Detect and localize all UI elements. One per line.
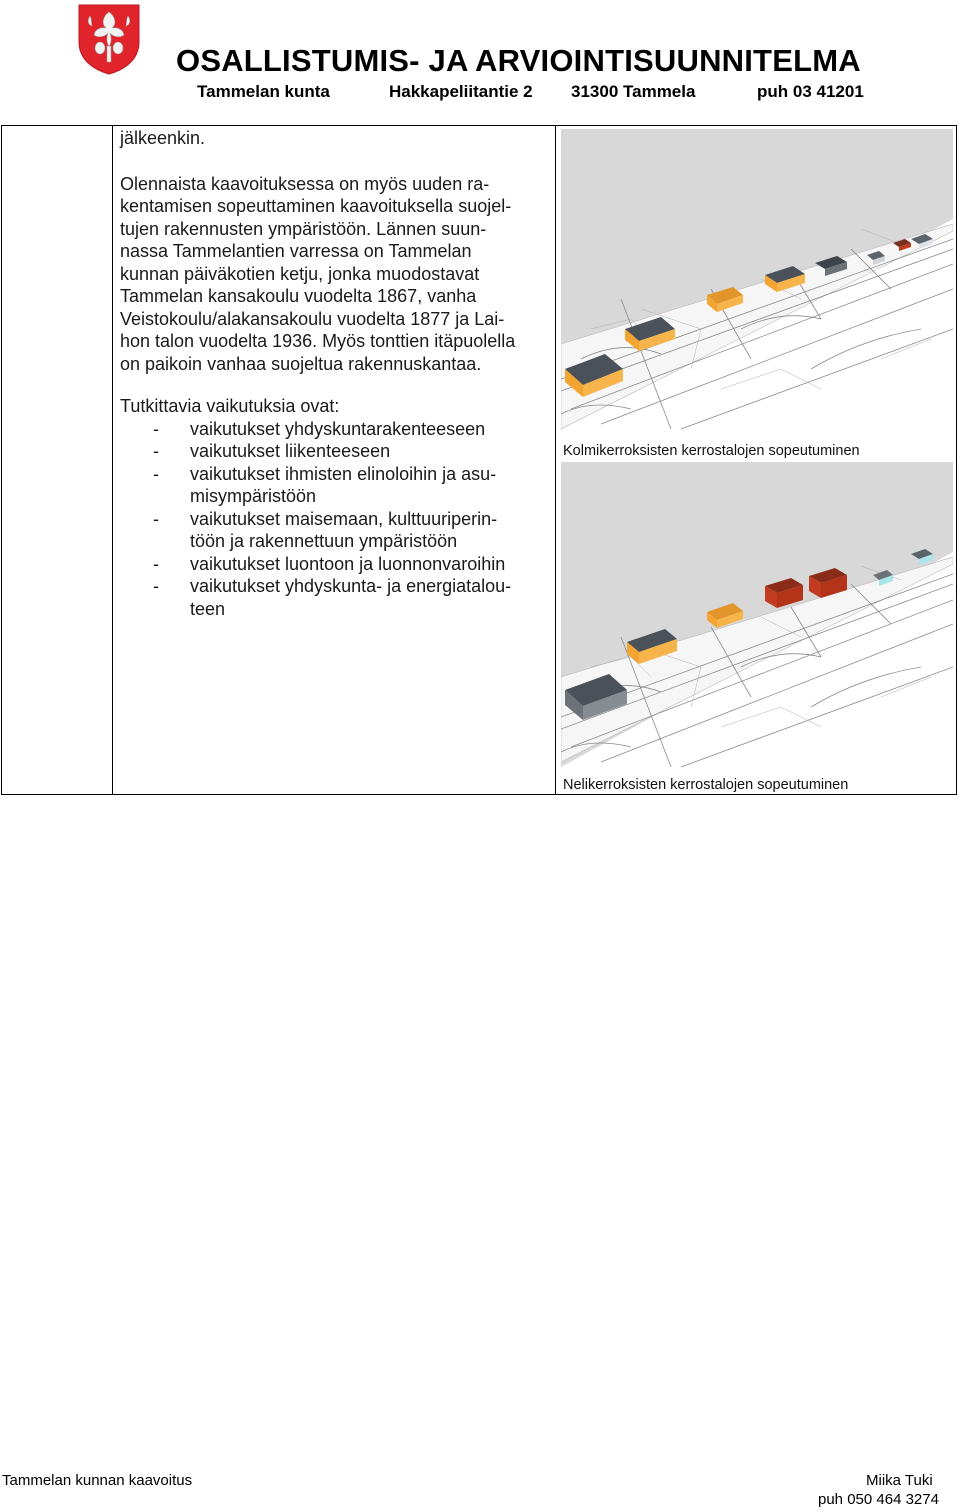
list-item: - vaikutukset maisemaan, kulttuuriperin- töön ja rakennettuun ympäristöön [153, 508, 498, 551]
impacts-heading: Tutkittavia vaikutuksia ovat: [120, 396, 340, 416]
document-title: OSALLISTUMIS- JA ARVIOINTISUUNNITELMA [176, 43, 861, 78]
site-model-illustration [561, 129, 953, 439]
figure-three-storey-model [561, 129, 953, 439]
body-line: on paikoin vanhaa suojeltua rakennuskantaa. [120, 353, 482, 374]
body-line: kentamisen sopeuttaminen kaavoituksella suojel- [120, 196, 512, 216]
table-divider-left [112, 125, 113, 795]
site-model-illustration [561, 462, 953, 777]
body-text-column [120, 127, 552, 620]
body-line: tujen rakennusten ympäristöön. Lännen suun- [120, 218, 487, 239]
list-item: - vaikutukset ihmisten elinoloihin ja asu- misympäristöön [153, 463, 497, 506]
table-divider-right [555, 125, 556, 795]
tammela-coat-of-arms-icon [76, 2, 142, 76]
adaptation-paragraph [120, 173, 552, 376]
list-item: - vaikutukset luontoon ja luonnonvaroihin [153, 553, 506, 574]
footer-department: Tammelan kunnan kaavoitus [2, 1472, 193, 1489]
intro-paragraph [120, 127, 552, 150]
figure-caption: Nelikerroksisten kerrostalojen sopeutuminen [563, 777, 849, 793]
body-line: hon talon vuodelta 1936. Myös tonttien itäpuolella [120, 331, 516, 351]
figure-caption: Kolmikerroksisten kerrostalojen sopeutuminen [563, 443, 860, 459]
list-item: - vaikutukset liikenteeseen [153, 441, 391, 461]
footer-phone: puh 050 464 3274 [818, 1491, 939, 1508]
body-line: Tammelan kansakoulu vuodelta 1867, vanha [120, 286, 477, 306]
impacts-list [120, 418, 552, 621]
body-line: Olennaista kaavoituksessa on myös uuden ra- [120, 173, 490, 194]
list-item: - vaikutukset yhdyskunta- ja energiatalou- teen [153, 576, 512, 619]
list-item: - vaikutukset yhdyskuntarakenteeseen [153, 418, 486, 439]
body-line: kunnan päiväkotien ketju, jonka muodostavat [120, 263, 480, 284]
body-line: Veistokoulu/alakansakoulu vuodelta 1877 ja Lai- [120, 308, 505, 329]
body-line: nassa Tammelantien varressa on Tammelan [120, 241, 472, 261]
footer-author: Miika Tuki [866, 1472, 933, 1489]
header-street: Hakkapeliitantie 2 [389, 82, 533, 101]
header-municipality: Tammelan kunta [197, 82, 330, 101]
header-postal: 31300 Tammela [571, 82, 696, 101]
header-phone: puh 03 41201 [757, 82, 864, 101]
figure-four-storey-model [561, 462, 953, 777]
body-line: jälkeenkin. [120, 128, 206, 148]
